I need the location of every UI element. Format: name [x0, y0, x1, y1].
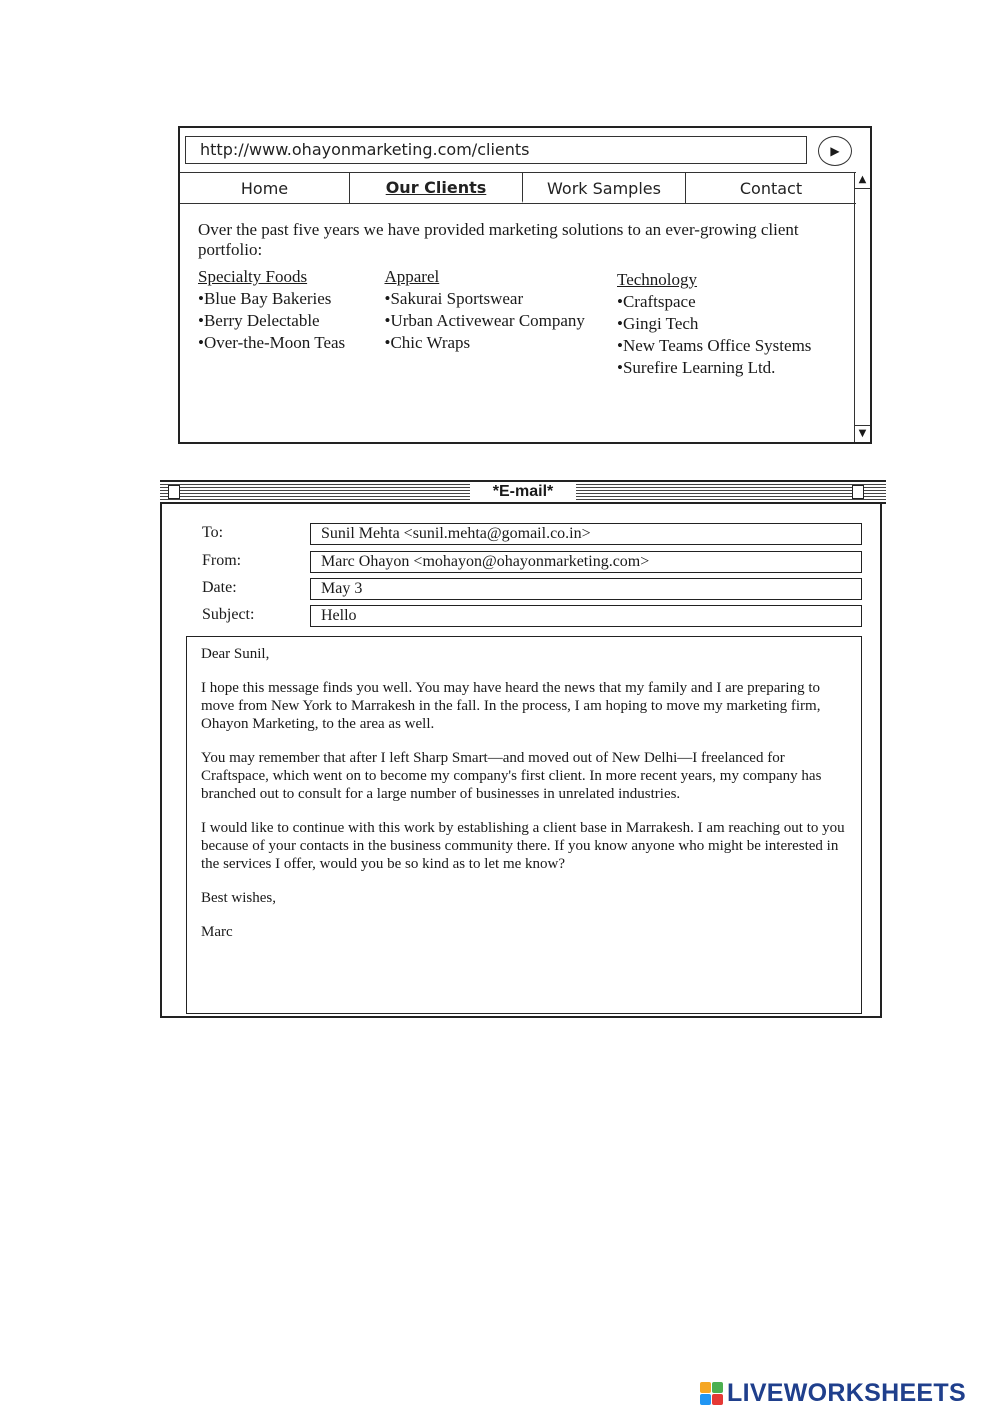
logo-text: LIVEWORKSHEETS	[727, 1378, 966, 1407]
category-technology	[617, 269, 828, 379]
subject-label: Subject:	[202, 606, 255, 623]
category-specialty-foods	[198, 266, 374, 379]
email-titlebar	[160, 480, 886, 504]
play-icon: ▶	[830, 144, 840, 158]
page-content	[198, 220, 838, 379]
signature: Marc	[201, 924, 233, 940]
intro-text: Over the past five years we have provided marketing solutions to an ever-growing client portfolio:	[198, 220, 799, 259]
client-item: • Sakurai Sportswear	[384, 288, 607, 310]
url-bar[interactable]: http://www.ohayonmarketing.com/clients	[185, 136, 807, 164]
category-title: Technology	[617, 270, 698, 289]
tab-our-clients[interactable]: Our Clients	[350, 173, 523, 203]
body-paragraph: I would like to continue with this work by establishing a client base in Marrakesh. I am reaching out to you because of your contacts in the business community there. If you know anyone who might be interested in the services I offer, would you be so kind as to let me know?	[201, 820, 845, 872]
to-field[interactable]: Sunil Mehta <sunil.mehta@gomail.co.in>	[310, 523, 862, 545]
client-item: • Surefire Learning Ltd.	[617, 357, 828, 379]
closing: Best wishes,	[201, 890, 276, 906]
subject-field[interactable]: Hello	[310, 605, 862, 627]
nav-tabs	[180, 172, 856, 204]
body-paragraph: I hope this message finds you well. You may have heard the news that my family and I are preparing to move from New York to Marrakesh in the fall. In the process, I am hoping to move my marketing firm, Ohayon Marketing, to the area as well.	[201, 680, 821, 732]
date-field[interactable]: May 3	[310, 578, 862, 600]
browser-window	[178, 126, 872, 444]
logo-square	[700, 1394, 711, 1405]
zoom-box-icon[interactable]	[852, 485, 864, 499]
tab-work-samples[interactable]: Work Samples	[523, 173, 686, 203]
tab-contact[interactable]: Contact	[739, 178, 803, 198]
client-item: • Blue Bay Bakeries	[198, 288, 374, 310]
client-item: • New Teams Office Systems	[617, 335, 828, 357]
category-title: Specialty Foods	[198, 267, 308, 286]
date-label: Date:	[202, 579, 237, 596]
scroll-up-icon[interactable]: ▲	[855, 172, 870, 189]
client-item: • Over-the-Moon Teas	[198, 332, 374, 354]
from-label: From:	[202, 552, 242, 569]
logo-square	[700, 1382, 711, 1393]
to-label: To:	[202, 524, 224, 541]
scrollbar[interactable]	[854, 172, 870, 442]
logo-square	[712, 1382, 723, 1393]
scroll-down-icon[interactable]: ▼	[855, 425, 870, 442]
logo-grid-icon	[700, 1382, 723, 1405]
client-item: • Urban Activewear Company	[384, 310, 607, 332]
email-window	[160, 480, 882, 1018]
email-body[interactable]	[186, 636, 862, 1014]
liveworksheets-logo	[700, 1378, 966, 1408]
client-item: • Gingi Tech	[617, 313, 828, 335]
body-paragraph: You may remember that after I left Sharp Smart—and moved out of New Delhi—I freelanced for Craftspace, which went on to become my company's first client. In more recent years, my company has branched out to consult for a large number of businesses in unrelated industries.	[201, 750, 822, 802]
client-item: • Berry Delectable	[198, 310, 374, 332]
email-title: *E-mail*	[470, 482, 576, 502]
logo-square	[712, 1394, 723, 1405]
close-box-icon[interactable]	[168, 485, 180, 499]
greeting: Dear Sunil,	[201, 646, 270, 662]
go-button[interactable]	[818, 136, 852, 166]
client-item: • Craftspace	[617, 291, 828, 313]
client-columns	[198, 266, 838, 379]
client-item: • Chic Wraps	[384, 332, 607, 354]
from-field[interactable]: Marc Ohayon <mohayon@ohayonmarketing.com>	[310, 551, 862, 573]
tab-home[interactable]: Home	[180, 173, 350, 203]
category-title: Apparel	[384, 267, 440, 286]
category-apparel	[384, 266, 607, 379]
